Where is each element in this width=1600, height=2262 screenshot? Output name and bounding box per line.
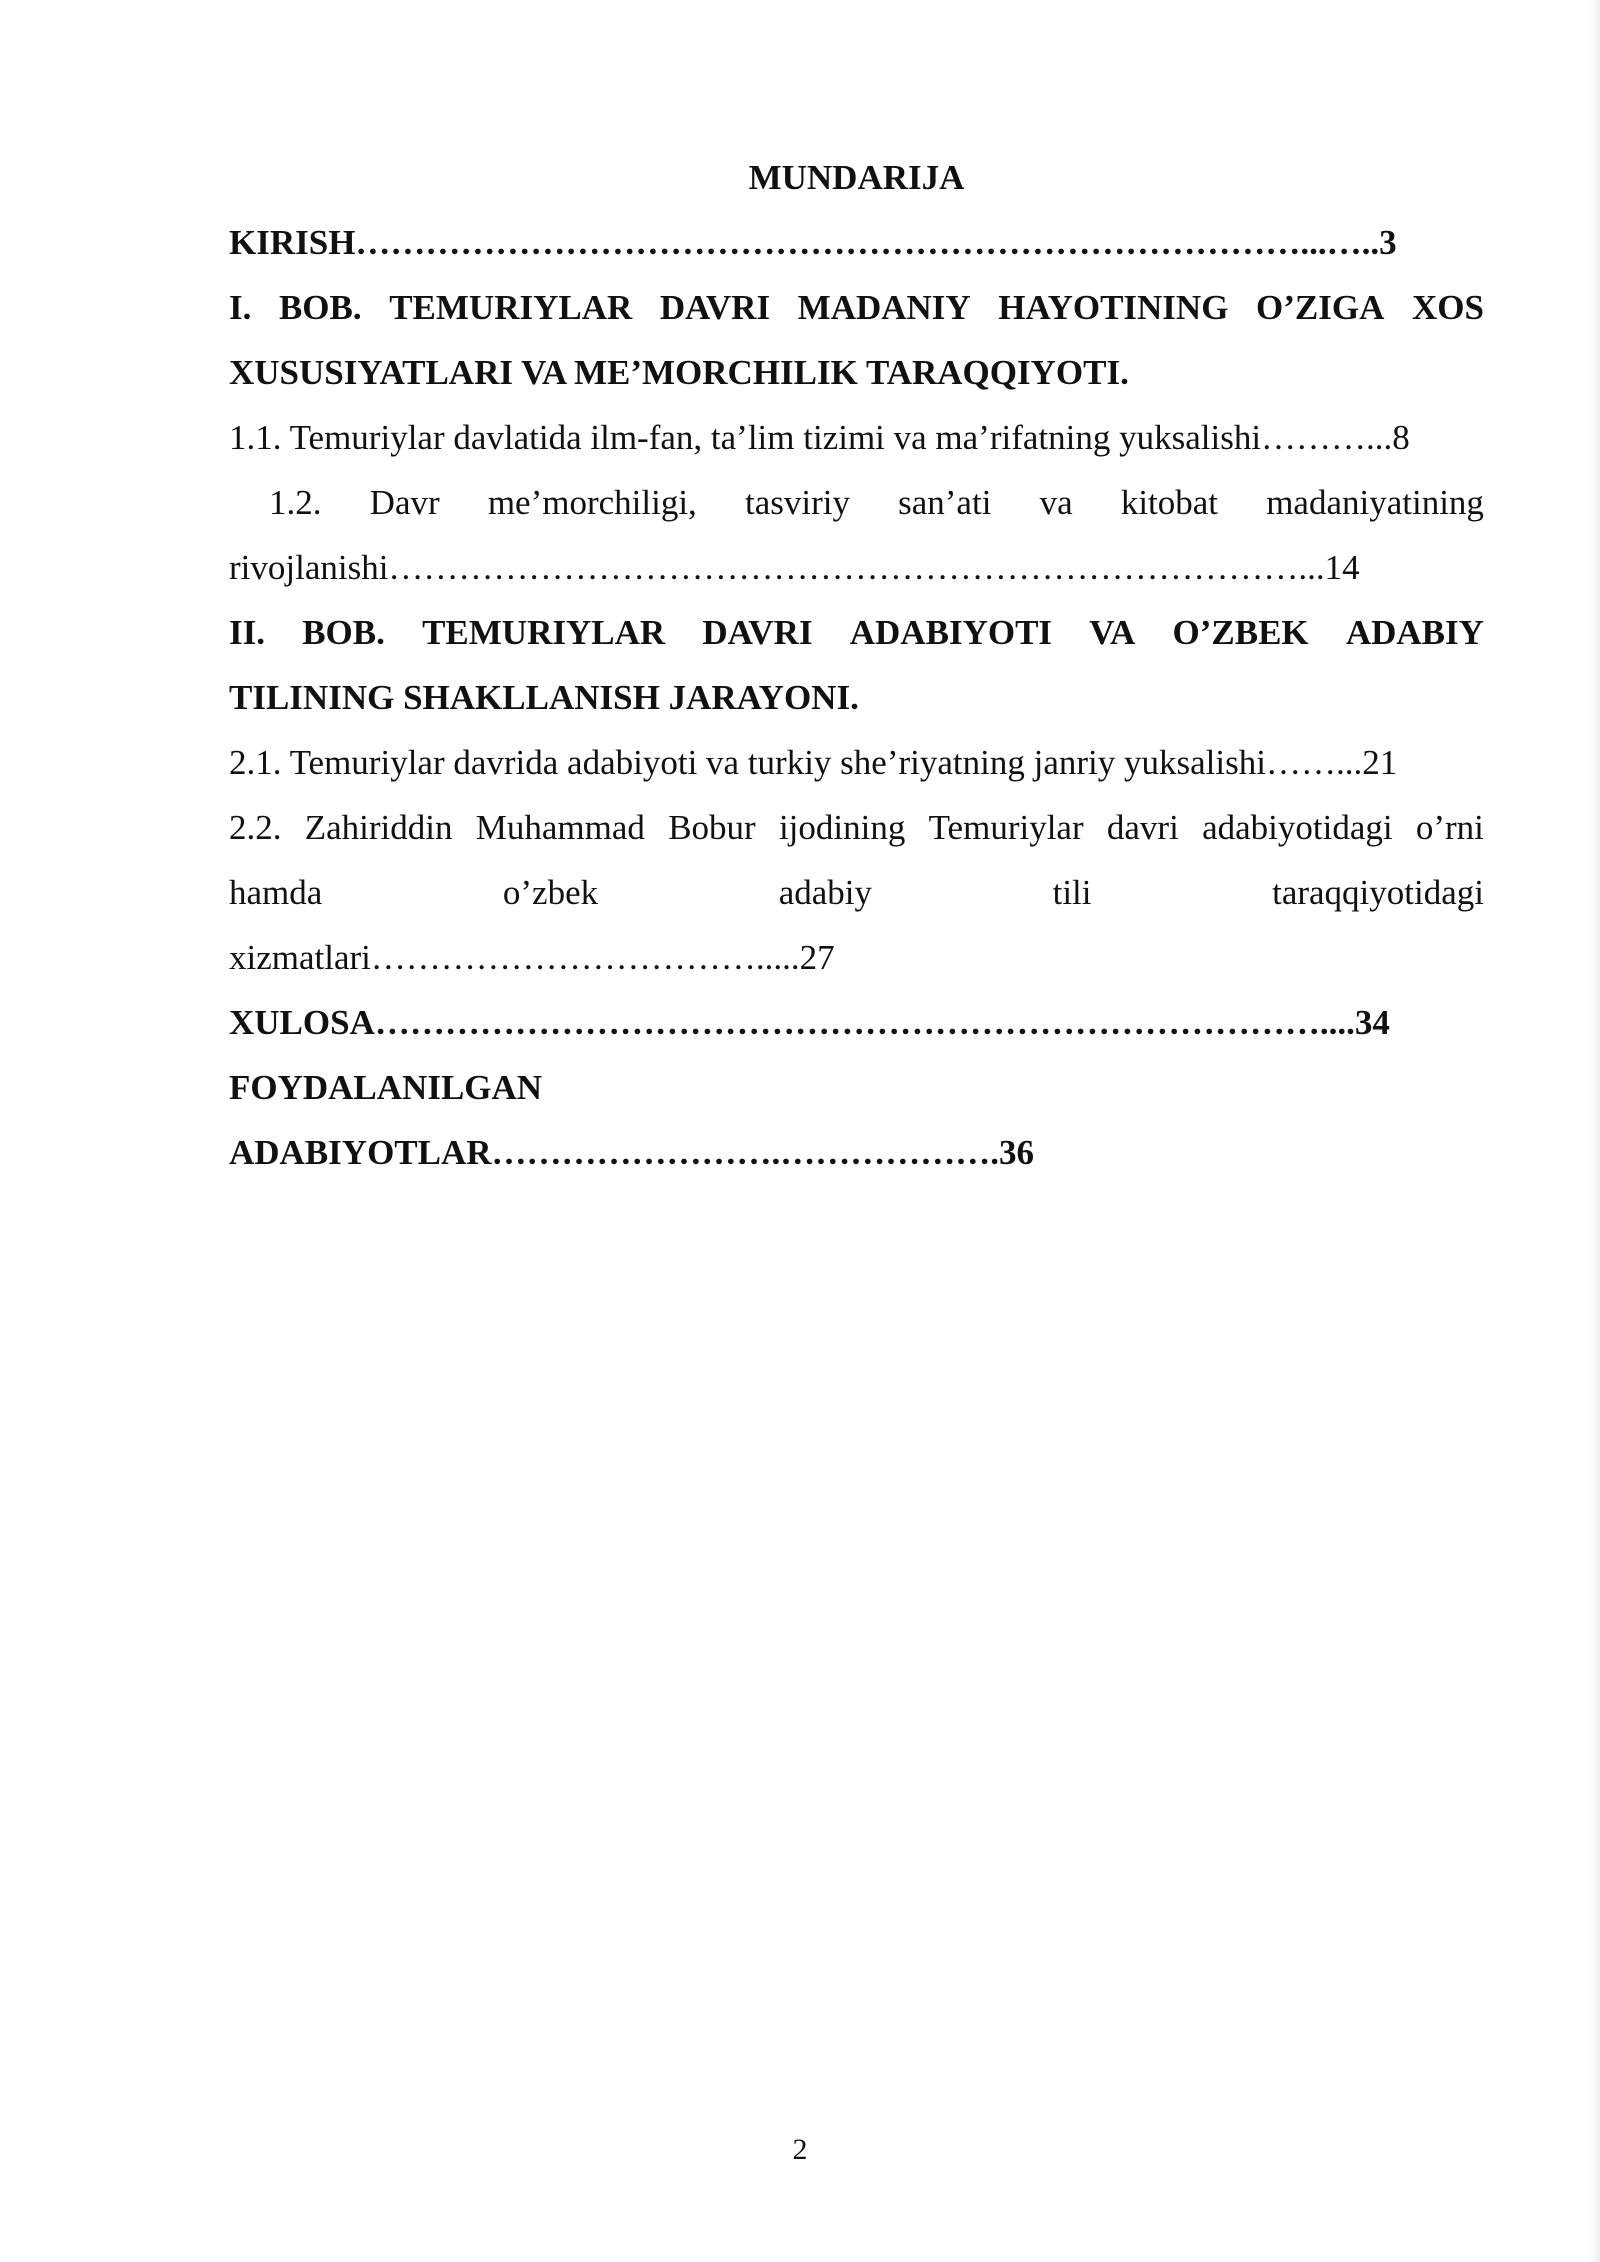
word: ijodining [778, 808, 906, 847]
word: Muhammad [475, 808, 645, 847]
toc-title: MUNDARIJA [748, 158, 965, 197]
word: HAYOTINING [998, 288, 1229, 327]
toc-section-1-2-line-1 [229, 470, 1484, 535]
toc-section-2-2-line-2 [229, 860, 1484, 925]
word: o’zbek [502, 873, 599, 912]
toc-chapter-2-line-1 [229, 600, 1484, 665]
word: davri [1106, 808, 1179, 847]
table-of-contents [229, 145, 1484, 1185]
word: me’morchiligi, [487, 483, 697, 522]
word: adabiyotidagi [1202, 808, 1393, 847]
word: kitobat [1120, 483, 1219, 522]
word: DAVRI [659, 288, 771, 327]
word: 2.2. [229, 808, 282, 847]
toc-entry-xulosa: XULOSA………………………………………………………………………....34 [229, 1003, 1390, 1042]
word: DAVRI [702, 613, 813, 652]
toc-section-1-1: 1.1. Temuriylar davlatida ilm-fan, ta’lim tizimi va ma’rifatning yuksalishi………...8 [229, 418, 1410, 457]
word: XOS [1411, 288, 1484, 327]
word: II. [229, 613, 265, 652]
word: MADANIY [797, 288, 971, 327]
word: Davr [369, 483, 440, 522]
toc-chapter-1-line-1 [229, 275, 1484, 340]
word: Temuriylar [928, 808, 1084, 847]
page-edge-shadow [1590, 0, 1600, 2262]
word: tasviriy [744, 483, 850, 522]
toc-entry-references-line-1: FOYDALANILGAN [229, 1068, 543, 1107]
word: madaniyatining [1266, 483, 1484, 522]
word: taraqqiyotidagi [1272, 873, 1484, 912]
word: BOB. [278, 288, 362, 327]
word: TEMURIYLAR [422, 613, 666, 652]
word: va [1039, 483, 1073, 522]
toc-entry-references-line-2: ADABIYOTLAR…………………….……………….36 [229, 1133, 1035, 1172]
word: BOB. [302, 613, 385, 652]
word: adabiy [778, 873, 873, 912]
word: o’rni [1415, 808, 1484, 847]
word: 1.2. [269, 483, 322, 522]
word: ADABIYOTI [849, 613, 1053, 652]
word: VA [1089, 613, 1136, 652]
toc-section-1-2-line-2: rivojlanishi……………………………………………………………………...14 [229, 548, 1360, 587]
toc-section-2-1: 2.1. Temuriylar davrida adabiyoti va turkiy she’riyatning janriy yuksalishi……...21 [229, 743, 1398, 782]
word: ADABIY [1345, 613, 1484, 652]
word: Bobur [668, 808, 756, 847]
toc-chapter-1-line-2: XUSUSIYATLARI VA ME’MORCHILIK TARAQQIYOTI. [229, 353, 1129, 392]
toc-chapter-2-line-2: TILINING SHAKLLANISH JARAYONI. [229, 678, 859, 717]
word: TEMURIYLAR [389, 288, 633, 327]
toc-section-2-2-line-3: xizmatlari…………………………….....27 [229, 938, 835, 977]
word: O’ZIGA [1256, 288, 1385, 327]
toc-entry-kirish: KIRISH………………………………………………………………………...…..3 [229, 223, 1397, 262]
page-number: 2 [792, 2133, 808, 2160]
word: O’ZBEK [1172, 613, 1309, 652]
toc-section-2-2-line-1 [229, 795, 1484, 860]
word: I. [229, 288, 252, 327]
word: Zahiriddin [304, 808, 453, 847]
word: tili [1052, 873, 1092, 912]
word: san’ati [898, 483, 992, 522]
word: hamda [229, 873, 323, 912]
